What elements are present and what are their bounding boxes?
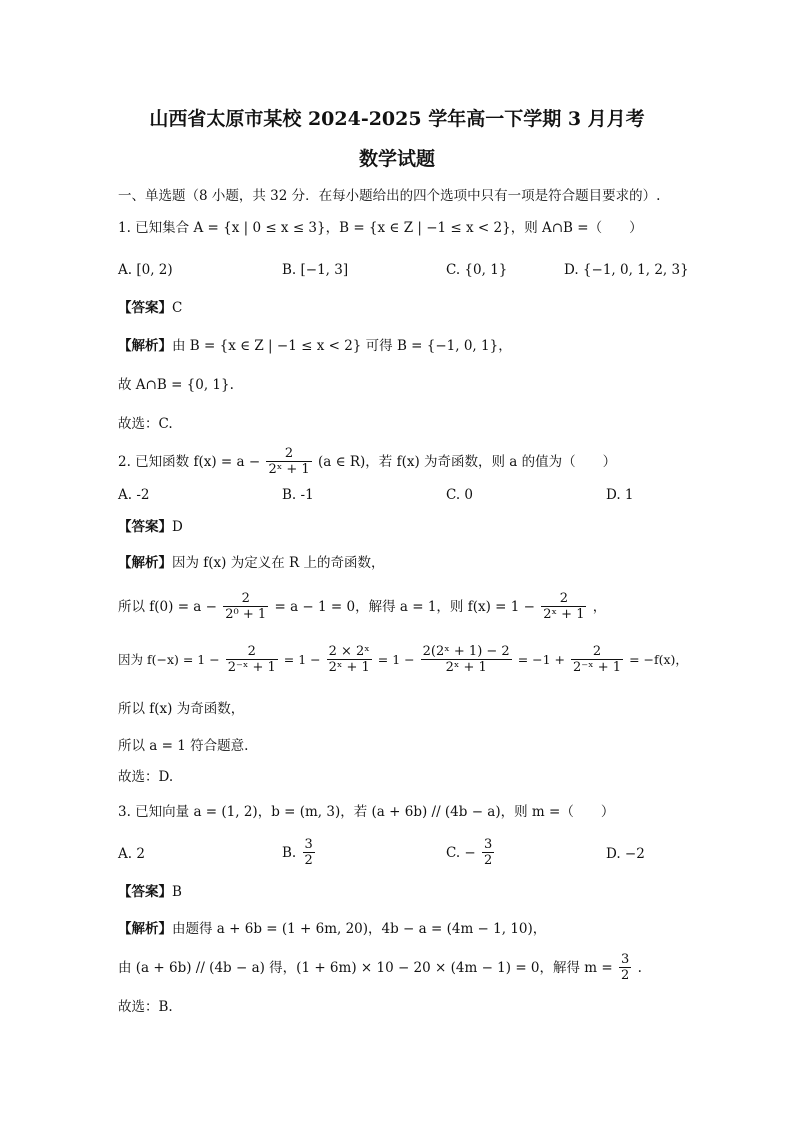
q1-stem: 1. 已知集合 A = {x | 0 ≤ x ≤ 3}，B = {x ∈ Z | −1 ≤ x < 2}，则 A∩B =（ ）	[118, 220, 643, 236]
fraction-denominator: 2	[484, 853, 493, 869]
answer-tag: 【答案】	[118, 519, 172, 535]
q2-conclusion	[118, 771, 173, 785]
q2-stem-fraction	[266, 447, 311, 478]
fraction-denominator: 2ˣ + 1	[543, 607, 585, 623]
q2-stem-end: (a ∈ R)，若 f(x) 为奇函数，则 a 的值为（ ）	[317, 453, 617, 470]
q2-l3-text-1: 因为 f(−x) = 1 −	[118, 651, 220, 667]
fraction-numerator: 3	[304, 837, 313, 852]
q3-option-c-fraction	[482, 838, 494, 869]
q1-options	[118, 262, 689, 284]
fraction-numerator: 3	[484, 837, 493, 852]
q2-l2-text-1: 所以 f(0) = a −	[118, 598, 217, 615]
q1-analysis-text-1: 由 B = {x ∈ Z | −1 ≤ x < 2} 可得 B = {−1, 0, 1}，	[172, 338, 512, 354]
q3-option-d: D. −2	[606, 846, 645, 862]
fraction-numerator: 2	[592, 644, 602, 659]
q2-l3-text-3: = 1 −	[377, 651, 415, 667]
q3-analysis-text-1: 由题得 a + 6b = (1 + 6m, 20)，4b − a = (4m − 1, 10)，	[172, 921, 547, 937]
q2-l3-text-4: = −1 +	[517, 651, 566, 667]
q2-l3-fraction-2	[327, 645, 372, 676]
q2-analysis-3	[118, 645, 688, 676]
q1-answer	[118, 302, 182, 316]
fraction-denominator: 2	[304, 853, 313, 869]
fraction-denominator: 2	[621, 968, 630, 984]
q2-analysis-1	[118, 557, 384, 571]
analysis-tag: 【解析】	[118, 921, 172, 937]
q3-option-b-label: B.	[282, 844, 297, 861]
conclusion-tag: 故选：	[118, 769, 159, 785]
q2-option-d: D. 1	[606, 487, 634, 503]
q2-l2-fraction-1	[223, 592, 268, 623]
conclusion-tag: 故选：	[118, 416, 159, 432]
analysis-tag: 【解析】	[118, 555, 172, 571]
q2-l2-text-3: ，	[592, 598, 607, 615]
q3-stem: 3. 已知向量 a = (1, 2)，b = (m, 3)，若 (a + 6b) // (4b − a)，则 m =（ ）	[118, 804, 615, 820]
q2-l2-fraction-2	[541, 592, 586, 623]
q2-option-b: B. -1	[282, 487, 314, 503]
section-heading: 一、单选题（8 小题，共 32 分．在每小题给出的四个选项中只有一项是符合题目要求的）.	[118, 188, 661, 204]
q2-analysis-text-1: 因为 f(x) 为定义在 R 上的奇函数，	[172, 555, 385, 571]
fraction-denominator: 2ˣ + 1	[328, 660, 370, 676]
q3-option-c-label: C. −	[446, 844, 476, 861]
q1-option-c: C. {0, 1}	[446, 262, 508, 278]
fraction-numerator: 3	[621, 952, 630, 967]
q2-option-a: A. -2	[118, 487, 150, 503]
q3-option-b	[282, 838, 317, 869]
q2-stem-start: 2. 已知函数 f(x) = a −	[118, 453, 261, 470]
q3-analysis-2	[118, 953, 642, 984]
q3-option-b-fraction	[303, 838, 315, 869]
q2-l3-text-2: = 1 −	[283, 651, 321, 667]
q1-answer-value: C	[172, 300, 183, 316]
q2-options	[118, 489, 678, 509]
fraction-denominator: 2ˣ + 1	[421, 659, 512, 675]
fraction-numerator: 2(2ˣ + 1) − 2	[422, 644, 510, 659]
fraction-denominator: 2⁻ˣ + 1	[573, 660, 622, 676]
q2-answer-value: D	[172, 519, 183, 535]
q3-answer	[118, 886, 182, 900]
q2-l3-fraction-4	[571, 645, 623, 676]
fraction-numerator: 2	[284, 446, 294, 461]
q3-option-c	[446, 838, 496, 869]
q2-l3-text-5: = −f(x)，	[629, 651, 688, 667]
q3-conclusion	[118, 1001, 173, 1015]
q1-conclusion	[118, 418, 173, 432]
q2-analysis-5: 所以 a = 1 符合题意.	[118, 738, 249, 754]
q2-l3-fraction-3	[421, 645, 512, 676]
q2-conclusion-value: D.	[158, 769, 174, 785]
q2-analysis-4: 所以 f(x) 为奇函数，	[118, 701, 245, 717]
q1-option-a: A. [0, 2)	[118, 262, 173, 278]
q2-l2-text-2: = a − 1 = 0，解得 a = 1，则 f(x) = 1 −	[274, 598, 535, 615]
q3-analysis-fraction	[619, 953, 631, 984]
fraction-denominator: 2⁰ + 1	[225, 607, 267, 623]
fraction-numerator: 2	[247, 644, 256, 659]
analysis-tag: 【解析】	[118, 338, 172, 354]
conclusion-tag: 故选：	[118, 999, 159, 1015]
fraction-denominator: 2ˣ + 1	[268, 462, 310, 478]
q2-answer	[118, 521, 183, 535]
q1-option-d: D. {−1, 0, 1, 2, 3}	[564, 262, 689, 278]
q3-option-a: A. 2	[118, 846, 145, 862]
fraction-numerator: 2	[241, 591, 250, 606]
q2-stem	[118, 447, 616, 478]
q1-conclusion-value: C.	[158, 416, 173, 432]
q1-analysis-1	[118, 340, 512, 354]
q3-analysis-text-2: 由 (a + 6b) // (4b − a) 得，(1 + 6m) × 10 − 20 × (4m − 1) = 0，解得 m =	[118, 959, 613, 976]
answer-tag: 【答案】	[118, 884, 172, 900]
q3-options	[118, 838, 678, 874]
page-subtitle: 数学试题	[358, 148, 435, 170]
q2-analysis-2	[118, 592, 606, 623]
q2-l3-fraction-1	[226, 645, 278, 676]
q3-analysis-text-3: .	[637, 959, 642, 976]
q3-answer-value: B	[172, 884, 182, 900]
q2-option-c: C. 0	[446, 487, 474, 503]
q1-option-b: B. [−1, 3]	[282, 262, 349, 278]
fraction-denominator: 2⁻ˣ + 1	[227, 660, 276, 676]
page-title: 山西省太原市某校 2024-2025 学年高一下学期 3 月月考	[149, 108, 645, 130]
q3-analysis-1	[118, 923, 546, 937]
fraction-numerator: 2 × 2ˣ	[328, 644, 370, 659]
answer-tag: 【答案】	[118, 300, 172, 316]
fraction-numerator: 2	[559, 591, 568, 606]
q3-conclusion-value: B.	[158, 999, 173, 1015]
q1-analysis-2: 故 A∩B = {0, 1}.	[118, 377, 234, 393]
